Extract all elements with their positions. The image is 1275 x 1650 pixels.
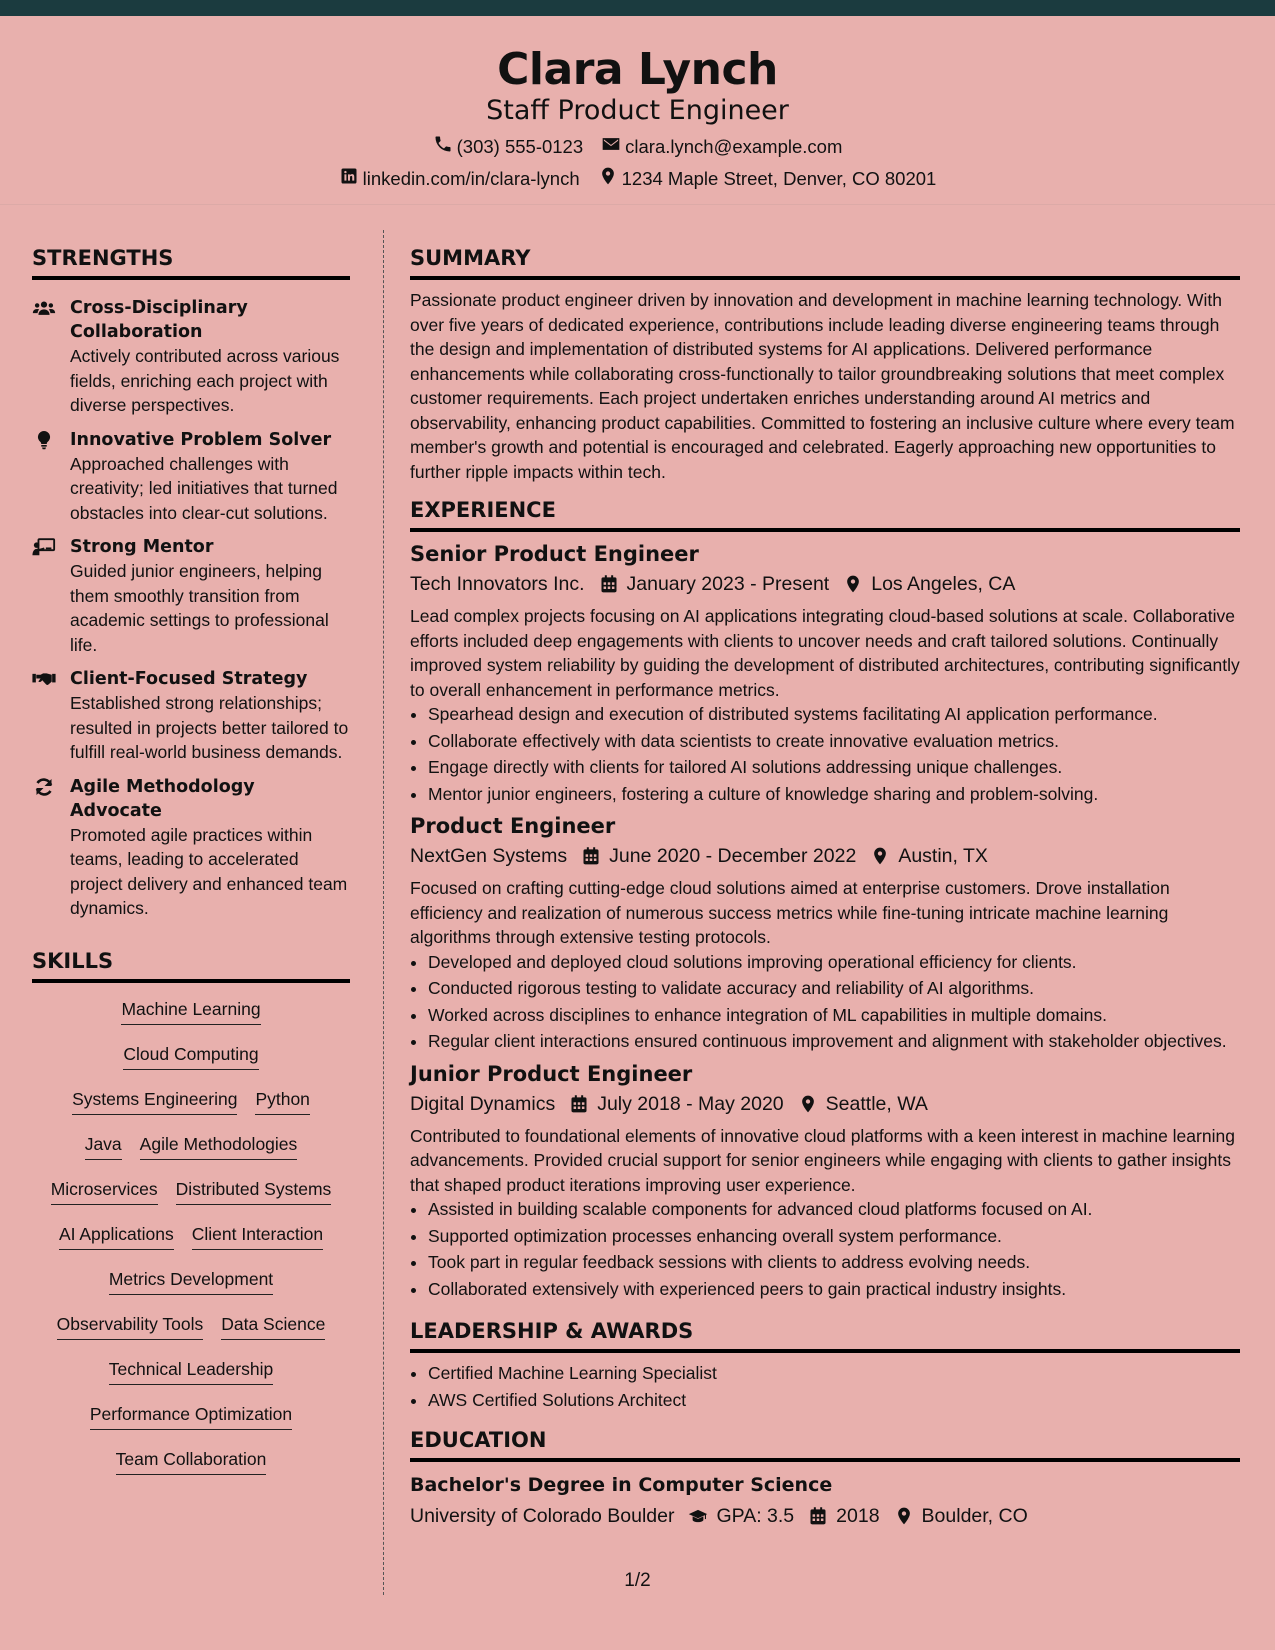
graduation-cap-icon	[688, 1506, 708, 1526]
skill-tag: Performance Optimization	[90, 1402, 292, 1430]
degree: Bachelor's Degree in Computer Science	[410, 1474, 833, 1496]
phone-text: (303) 555-0123	[456, 135, 584, 157]
spacer	[410, 1307, 1240, 1319]
job-bullets	[410, 1197, 1240, 1301]
envelope-icon	[601, 134, 621, 159]
location-text: Boulder, CO	[921, 1505, 1028, 1527]
bullet-item: • Took part in regular feedback sessions with clients to address evolving needs.	[428, 1250, 1240, 1275]
bullet-item: • Assisted in building scalable components for advanced cloud platforms focused on AI.	[428, 1197, 1240, 1222]
dates-text: July 2018 - May 2020	[597, 1092, 784, 1115]
contact-row-2	[0, 166, 1275, 191]
strength-item	[32, 296, 350, 418]
resume-header	[0, 16, 1275, 204]
skill-row	[36, 1087, 346, 1132]
users-icon	[32, 296, 70, 418]
skill-tag: Metrics Development	[109, 1267, 273, 1295]
job-dates	[581, 840, 856, 872]
contact-row-1	[0, 134, 1275, 159]
skill-tag: Observability Tools	[57, 1312, 204, 1340]
map-marker-icon	[798, 1094, 818, 1114]
map-marker-icon	[870, 846, 890, 866]
education-title: EDUCATION	[410, 1428, 1240, 1462]
job-meta	[410, 1088, 1240, 1120]
column-divider	[383, 230, 384, 1595]
linkedin-text: linkedin.com/in/clara-lynch	[362, 167, 580, 189]
candidate-title: Staff Product Engineer	[486, 95, 789, 126]
job-title: Senior Product Engineer	[410, 542, 699, 566]
company: NextGen Systems	[410, 845, 568, 867]
left-column	[32, 246, 350, 1492]
spacer	[410, 1418, 1240, 1428]
strength-description: Promoted agile practices within teams, leading to accelerated project delivery and enhanced team dynamics.	[70, 824, 348, 918]
skill-row	[36, 1312, 346, 1357]
right-column	[410, 246, 1240, 1536]
skill-tag: Python	[255, 1087, 309, 1115]
experience-title: EXPERIENCE	[410, 498, 1240, 532]
skill-tag: Microservices	[51, 1177, 158, 1205]
strength-heading: Agile Methodology Advocate	[70, 776, 255, 821]
skill-row	[36, 1447, 346, 1492]
skill-row	[36, 1222, 346, 1267]
school: University of Colorado Boulder	[410, 1505, 675, 1527]
skills-title: SKILLS	[32, 949, 350, 983]
phone-icon	[433, 134, 453, 159]
email-text: clara.lynch@example.com	[625, 135, 843, 157]
dates-text: January 2023 - Present	[626, 573, 830, 595]
skill-row	[36, 1177, 346, 1222]
job-location	[843, 568, 1015, 600]
job-location	[798, 1088, 928, 1120]
bullet-item: • Spearhead design and execution of distributed systems facilitating AI application performance.	[428, 702, 1240, 727]
gpa	[688, 1500, 794, 1532]
summary-title: SUMMARY	[410, 246, 1240, 280]
skill-tag: Data Science	[221, 1312, 325, 1340]
summary-text: Passionate product engineer driven by innovation and development in machine learning technology. With over five years of dedicated experience, contributions include leading diverse engineering teams through the design and implementation of distributed systems for AI applications. Delivered performance enhancements while collaborating cross-functionally to tailor groundbreaking solutions that meet complex customer requirements. Each project undertaken enriches understanding around AI metrics and observability, enhancing product capabilities. Committed to fostering an inclusive culture where every team member's growth and potential is encouraged and celebrated. Eagerly approaching new opportunities to further ripple impacts within tech.	[410, 290, 1235, 482]
spacer	[32, 288, 350, 296]
job-dates	[599, 568, 830, 600]
job-dates	[569, 1088, 783, 1120]
gpa-text: GPA: 3.5	[716, 1505, 795, 1527]
skill-row	[36, 997, 346, 1042]
skill-row	[36, 1267, 346, 1312]
job-entry	[410, 812, 1240, 1054]
leadership-title: LEADERSHIP & AWARDS	[410, 1319, 1240, 1353]
map-marker-icon	[598, 166, 618, 191]
company: Tech Innovators Inc.	[410, 573, 585, 595]
bullet-item: • Developed and deployed cloud solutions improving operational efficiency for clients.	[428, 950, 1240, 975]
year-text: 2018	[836, 1505, 880, 1527]
top-bar	[0, 0, 1275, 16]
address-text: 1234 Maple Street, Denver, CO 80201	[621, 167, 937, 189]
contact-phone[interactable]	[433, 134, 584, 159]
job-title: Junior Product Engineer	[410, 1061, 693, 1086]
strength-item	[32, 535, 350, 657]
bullet-item: • Supported optimization processes enhancing overall system performance.	[428, 1224, 1240, 1249]
skill-tag: Client Interaction	[192, 1222, 323, 1250]
bullet-item: • Collaborate effectively with data scientists to create innovative evaluation metrics.	[428, 729, 1240, 754]
contact-email[interactable]	[601, 134, 842, 159]
bullet-item: • Conducted rigorous testing to validate accuracy and reliability of AI algorithms.	[428, 976, 1240, 1001]
bullet-item: • Engage directly with clients for tailored AI solutions addressing unique challenges.	[428, 755, 1240, 780]
education-meta	[410, 1500, 1240, 1532]
skill-tag: AI Applications	[59, 1222, 174, 1250]
skill-tag: Systems Engineering	[72, 1087, 237, 1115]
location-text: Los Angeles, CA	[871, 573, 1016, 595]
spacer	[32, 931, 350, 949]
skill-tag: Team Collaboration	[116, 1447, 267, 1475]
bullet-item: • Worked across disciplines to enhance integration of ML capabilities in multiple domains.	[428, 1003, 1240, 1028]
lightbulb-icon	[32, 428, 70, 526]
skill-tag: Machine Learning	[121, 997, 260, 1025]
award-item: • Certified Machine Learning Specialist	[428, 1361, 1240, 1386]
award-item: • AWS Certified Solutions Architect	[428, 1388, 1240, 1413]
job-bullets	[410, 950, 1240, 1054]
contact-address	[598, 166, 937, 191]
calendar-icon	[808, 1506, 828, 1526]
job-description: Lead complex projects focusing on AI applications integrating cloud-based solutions at scale. Collaborative efforts included deep engagements with clients to uncover needs and craft tailored solutions. Continually improved system reliability by guiding the development of distributed architectures, contributing significantly to overall enhancement in performance metrics.	[410, 606, 1240, 700]
skill-row	[36, 1402, 346, 1447]
handshake-icon	[32, 667, 70, 765]
location-text: Seattle, WA	[825, 1092, 928, 1115]
skills-list	[32, 997, 350, 1492]
job-title: Product Engineer	[410, 814, 616, 838]
map-marker-icon	[843, 574, 863, 594]
strength-heading: Innovative Problem Solver	[70, 429, 332, 450]
strengths-title: STRENGTHS	[32, 246, 350, 280]
job-entry	[410, 540, 1240, 806]
skill-tag: Technical Leadership	[109, 1357, 273, 1385]
calendar-icon	[569, 1094, 589, 1114]
strength-heading: Cross-Disciplinary Collaboration	[70, 298, 248, 342]
contact-linkedin[interactable]	[339, 166, 580, 191]
job-description: Focused on crafting cutting-edge cloud solutions aimed at enterprise customers. Drove installation efficiency and realization of numerous success metrics while fine-tuning intricate machine learning algorithms through extensive testing protocols.	[410, 878, 1170, 947]
job-location	[870, 840, 988, 872]
strength-description: Established strong relationships; resulted in projects better tailored to fulfill real-world business demands.	[70, 693, 349, 762]
dates-text: June 2020 - December 2022	[609, 845, 857, 867]
skill-tag: Agile Methodologies	[140, 1132, 298, 1160]
skill-row	[36, 1357, 346, 1402]
map-marker-icon	[894, 1506, 914, 1526]
skill-tag: Distributed Systems	[176, 1177, 332, 1205]
calendar-icon	[581, 846, 601, 866]
location-text: Austin, TX	[898, 845, 988, 867]
job-meta	[410, 568, 1240, 600]
linkedin-icon	[339, 166, 359, 191]
education-year	[808, 1500, 879, 1532]
strength-heading: Client-Focused Strategy	[70, 669, 308, 689]
skill-tag: Java	[85, 1132, 122, 1160]
skill-tag: Cloud Computing	[123, 1042, 258, 1070]
strength-description: Approached challenges with creativity; led initiatives that turned obstacles into clear-cut solutions.	[70, 453, 338, 523]
strength-description: Guided junior engineers, helping them smoothly transition from academic settings to professional life.	[70, 561, 329, 655]
bullet-item: • Collaborated extensively with experienced peers to gain practical industry insights.	[428, 1277, 1240, 1302]
calendar-icon	[599, 574, 619, 594]
company: Digital Dynamics	[410, 1092, 556, 1115]
header-separator	[0, 204, 1275, 205]
leadership-list	[410, 1361, 1240, 1412]
education-location	[894, 1500, 1028, 1532]
job-bullets	[410, 702, 1240, 806]
sync-icon	[32, 775, 70, 921]
job-description: Contributed to foundational elements of innovative cloud platforms with a keen interest in machine learning advancements. Provided crucial support for senior engineers while engaging with clients to gather insights that shaped product iterations improving user experience.	[410, 1125, 1235, 1195]
chalkboard-teacher-icon	[32, 535, 70, 657]
strength-heading: Strong Mentor	[70, 537, 214, 557]
bullet-item: • Regular client interactions ensured continuous improvement and alignment with stakeholder objectives.	[428, 1029, 1240, 1054]
strength-item	[32, 775, 350, 921]
skill-row	[36, 1042, 346, 1087]
job-meta	[410, 840, 1240, 872]
strength-item	[32, 428, 350, 526]
strength-item	[32, 667, 350, 765]
job-entry	[410, 1060, 1240, 1302]
skill-row	[36, 1132, 346, 1177]
candidate-name: Clara Lynch	[497, 44, 778, 95]
page-number: 1/2	[624, 1570, 651, 1591]
bullet-item: • Mentor junior engineers, fostering a culture of knowledge sharing and problem-solving.	[428, 782, 1240, 807]
strength-description: Actively contributed across various fields, enriching each project with diverse perspectives.	[70, 346, 340, 415]
